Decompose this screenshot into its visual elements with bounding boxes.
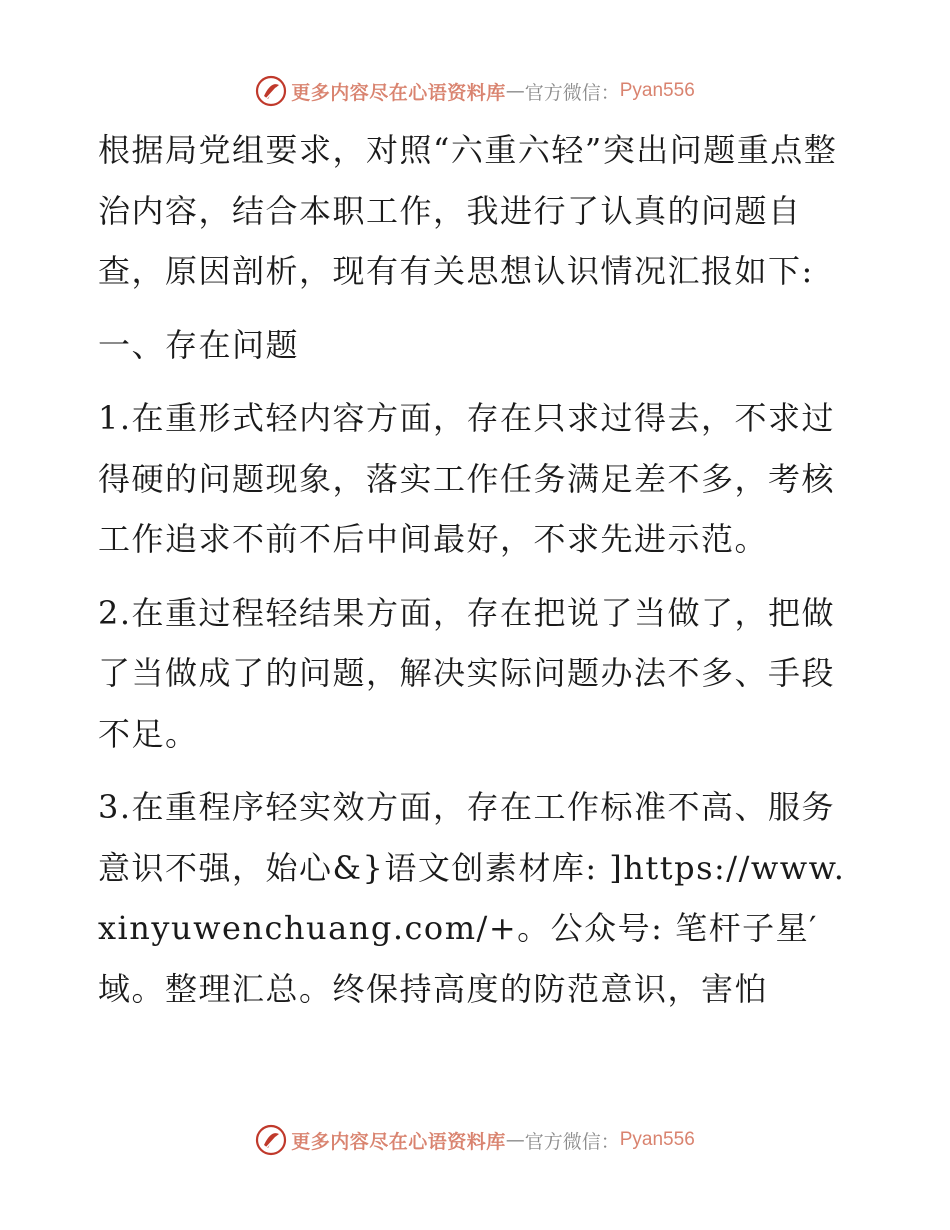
banner-separator: —: [505, 80, 525, 102]
banner-slogan: 更多内容尽在心语资料库: [291, 1130, 506, 1153]
banner-account-id: Pyan556: [619, 1129, 695, 1150]
header-banner: [0, 71, 950, 111]
banner-account-id: Pyan556: [619, 80, 695, 101]
banner-account-label: 官方微信：: [524, 81, 620, 104]
issue-item-2: 2.在重过程轻结果方面，存在把说了当做了，把做了当做成了的问题，解决实际问题办法不多、手段不足。: [98, 593, 836, 753]
banner-separator: —: [505, 1129, 525, 1151]
document-body: [98, 120, 858, 1032]
banner-account-label: 官方微信：: [524, 1130, 620, 1153]
intro-paragraph: 根据局党组要求，对照“六重六轻”突出问题重点整治内容，结合本职工作，我进行了认真的问题自查，原因剖析，现有有关思想认识情况汇报如下:: [98, 131, 838, 290]
brand-logo-icon: [255, 1124, 287, 1156]
issue-item-3: 3.在重程序轻实效方面，存在工作标准不高、服务意识不强，始心&}语文创素材库: ]https://www.xinyuwenchuang.com/+。公众号: 笔杆子星′域。整理汇总。终保持高度的防范意识，害怕: [98, 788, 846, 1008]
section-heading: 一、存在问题: [98, 325, 300, 364]
banner-slogan: 更多内容尽在心语资料库: [291, 81, 506, 104]
brand-logo-icon: [255, 75, 287, 107]
issue-item-1: 1.在重形式轻内容方面，存在只求过得去，不求过得硬的问题现象，落实工作任务满足差不多，考核工作追求不前不后中间最好，不求先进示范。: [98, 399, 836, 558]
footer-banner: [0, 1120, 950, 1160]
